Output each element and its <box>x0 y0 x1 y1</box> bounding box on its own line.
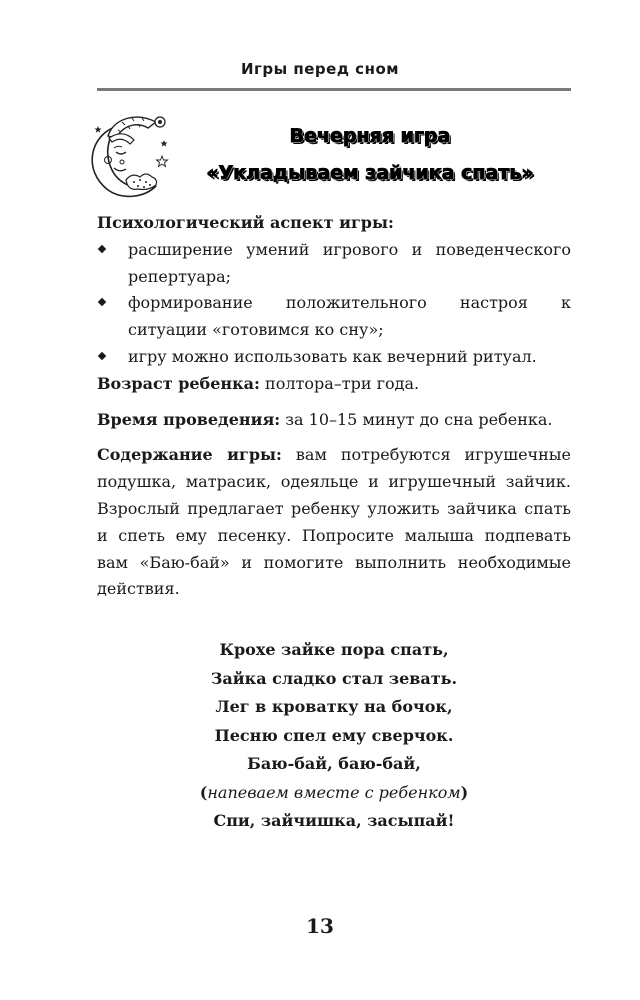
page-number: 13 <box>306 914 334 938</box>
age-paragraph: Возраст ребенка: полтора–три года. <box>97 373 420 393</box>
poem-line: Крохе зайке пора спать, <box>219 640 449 659</box>
content-paragraph: Содержание игры: вам потребуются игрушечные подушка, матрасик, одеяльце и игрушечный зайчик. Взрослый предлагает ребенку уложить зайчика спать и спеть ему песенку. Попросите малыша подпевать вам «Баю-бай» и помогите выполнить необходимые действия. <box>97 445 572 599</box>
aspect-label: Психологический аспект игры: <box>97 213 394 232</box>
title-line-1: Вечерняя игра <box>289 125 451 147</box>
lullaby-poem <box>97 636 571 836</box>
activity-title <box>135 118 605 192</box>
poem-line: Песню спел ему сверчок. <box>214 725 454 745</box>
aspect-list <box>97 237 571 371</box>
poem-line: Лег в кроватку на бочок, <box>215 697 453 716</box>
duration-paragraph: Время проведения: за 10–15 минут до сна ребенка. <box>97 409 553 429</box>
list-item: игру можно использовать как вечерний ритуал. <box>97 344 571 371</box>
bullet-diamond-icon <box>98 298 106 306</box>
running-head: Игры перед сном <box>240 60 400 78</box>
poem-line: Зайка сладко стал зевать. <box>210 668 458 688</box>
list-item: расширение умений игрового и поведенческого репертуара; <box>97 237 571 291</box>
bullet-diamond-icon <box>98 352 106 360</box>
list-item: формирование положительного настроя к ситуации «готовимся ко сну»; <box>97 290 571 344</box>
poem-last-line: Спи, зайчишка, засыпай! <box>213 811 455 830</box>
bullet-diamond-icon <box>98 245 106 253</box>
header-rule <box>97 88 571 91</box>
title-line-2: «Укладываем зайчика спать» <box>206 162 534 184</box>
poem-note: (напеваем вместе с ребенком) <box>199 782 469 802</box>
poem-line: Баю-бай, баю-бай, <box>247 754 421 773</box>
page-body <box>97 210 571 603</box>
